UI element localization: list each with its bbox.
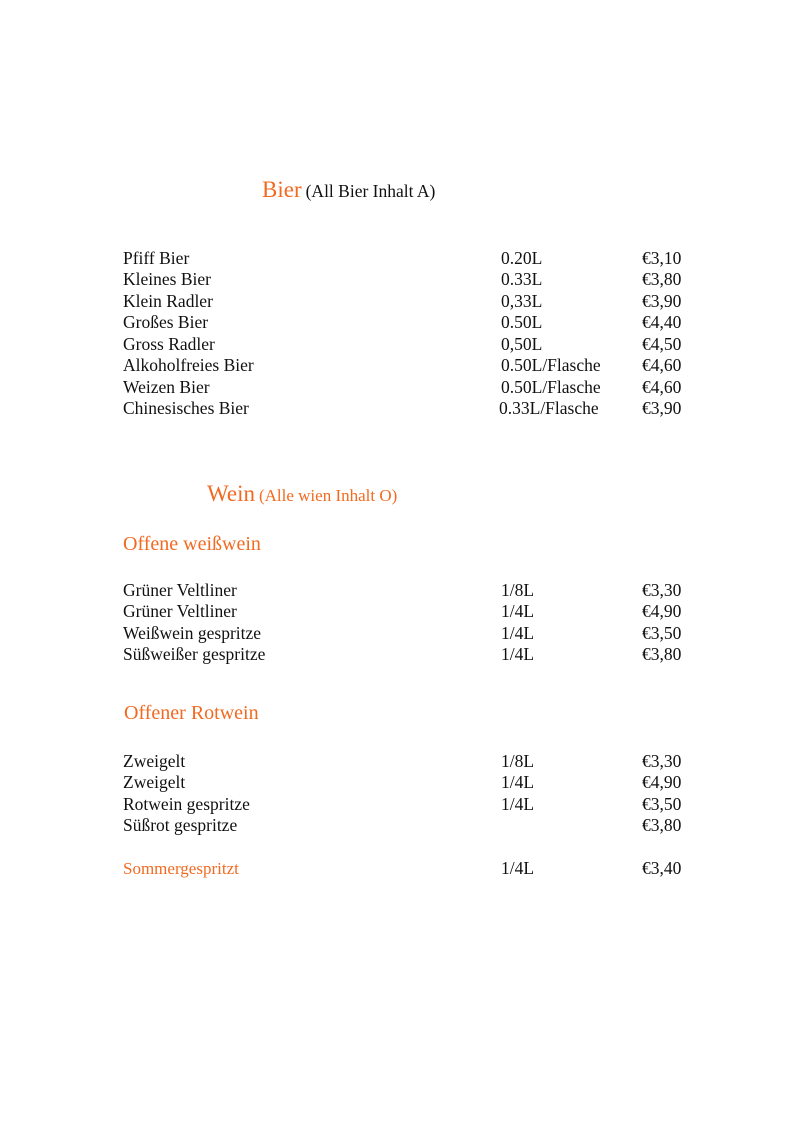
item-size: 1/4L xyxy=(501,858,535,878)
list-item xyxy=(0,248,793,269)
item-name: Klein Radler xyxy=(123,291,213,311)
item-name: Süßrot gespritze xyxy=(123,815,238,835)
item-size: 0.50L/Flasche xyxy=(501,355,601,375)
rotwein-title: Offener Rotwein xyxy=(124,702,259,724)
item-price: €3,50 xyxy=(642,623,682,643)
item-price: €3,10 xyxy=(642,248,682,268)
item-name: Weißwein gespritze xyxy=(123,623,262,643)
item-price: €4,60 xyxy=(642,377,682,397)
list-item xyxy=(0,334,793,355)
item-name: Pfiff Bier xyxy=(123,248,190,268)
list-item xyxy=(0,794,793,815)
item-name: Großes Bier xyxy=(123,312,209,332)
item-size: 1/4L xyxy=(501,644,535,664)
list-item xyxy=(0,623,793,644)
item-size: 1/4L xyxy=(501,772,535,792)
item-size: 0.20L xyxy=(501,248,543,268)
weisswein-title: Offene weißwein xyxy=(123,533,261,555)
item-price: €3,90 xyxy=(642,291,682,311)
item-name: Grüner Veltliner xyxy=(123,580,237,600)
list-item xyxy=(0,269,793,290)
item-size: 1/4L xyxy=(501,794,535,814)
item-name: Zweigelt xyxy=(123,751,186,771)
item-name: Weizen Bier xyxy=(123,377,210,397)
item-price: €4,40 xyxy=(642,312,682,332)
item-size: 1/4L xyxy=(501,601,535,621)
list-item xyxy=(0,772,793,793)
item-size: 0.33L/Flasche xyxy=(499,398,599,418)
item-price: €4,90 xyxy=(642,772,682,792)
sommer-row xyxy=(0,858,793,879)
list-item xyxy=(0,312,793,333)
list-item xyxy=(0,601,793,622)
item-name: Zweigelt xyxy=(123,772,186,792)
list-item xyxy=(0,291,793,312)
list-item xyxy=(0,355,793,376)
item-name: Grüner Veltliner xyxy=(123,601,237,621)
item-name: Süßweißer gespritze xyxy=(123,644,266,664)
list-item xyxy=(0,377,793,398)
item-price: €3,80 xyxy=(642,644,682,664)
list-item xyxy=(0,815,793,836)
item-size: 1/8L xyxy=(501,751,535,771)
item-price: €4,60 xyxy=(642,355,682,375)
item-name: Rotwein gespritze xyxy=(123,794,250,814)
item-size: 1/8L xyxy=(501,580,535,600)
wein-title: Wein xyxy=(207,481,255,506)
item-size: 0.50L/Flasche xyxy=(501,377,601,397)
list-item xyxy=(0,398,793,419)
item-price: €3,90 xyxy=(642,398,682,418)
item-name: Sommergespritzt xyxy=(123,859,239,878)
list-item xyxy=(0,580,793,601)
item-price: €3,50 xyxy=(642,794,682,814)
bier-title: Bier xyxy=(262,177,302,202)
item-name: Chinesisches Bier xyxy=(123,398,249,418)
item-size: 1/4L xyxy=(501,623,535,643)
item-price: €3,30 xyxy=(642,751,682,771)
list-item xyxy=(0,644,793,665)
item-price: €3,30 xyxy=(642,580,682,600)
wein-heading xyxy=(207,481,397,507)
item-name: Gross Radler xyxy=(123,334,215,354)
item-size: 0.33L xyxy=(501,269,543,289)
bier-note: (All Bier Inhalt A) xyxy=(305,181,436,201)
item-price: €4,50 xyxy=(642,334,682,354)
item-size: 0.50L xyxy=(501,312,543,332)
item-price: €4,90 xyxy=(642,601,682,621)
item-price: €3,40 xyxy=(642,858,682,878)
wein-note: (Alle wien Inhalt O) xyxy=(258,486,398,505)
list-item xyxy=(0,751,793,772)
item-name: Alkoholfreies Bier xyxy=(123,355,254,375)
item-price: €3,80 xyxy=(642,269,682,289)
item-size: 0,33L xyxy=(501,291,543,311)
item-size: 0,50L xyxy=(501,334,543,354)
bier-heading xyxy=(262,177,435,203)
item-price: €3,80 xyxy=(642,815,682,835)
item-name: Kleines Bier xyxy=(123,269,211,289)
